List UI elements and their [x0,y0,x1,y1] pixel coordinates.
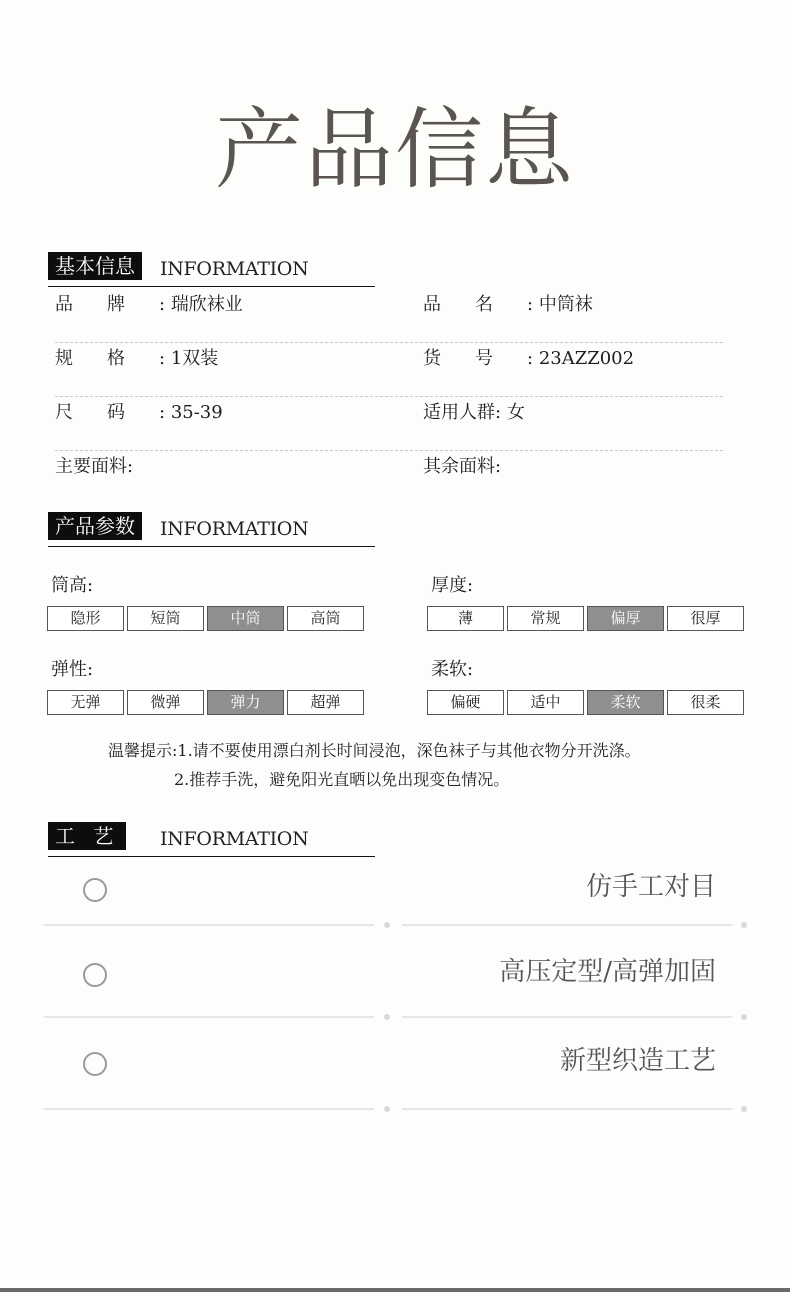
info-row-3: 尺码: 35-39 适用人群: 女 [55,396,723,451]
option-box: 高筒 [287,606,364,631]
product-name-value: 中筒袜 [538,294,593,315]
basic-info-en: INFORMATION [160,258,309,280]
option-box: 适中 [507,690,584,715]
info-row-2: 规格: 1双装 货号: 23AZZ002 [55,342,723,397]
divider [402,924,732,926]
params-tag: 产品参数 [48,512,142,540]
target-group-value: 女 [506,402,525,423]
dot-icon [741,1106,747,1112]
param-label-softness: 柔软: [431,659,474,680]
option-box: 弹力 [207,690,284,715]
dot-icon [384,922,390,928]
info-row-4: 主要面料: 其余面料: [55,450,723,504]
target-group-label: 适用人群 [423,402,495,423]
circle-icon [83,878,107,902]
param-options-elasticity [47,690,364,715]
option-box: 很柔 [667,690,744,715]
dot-icon [384,1106,390,1112]
care-tip-line1: 温馨提示:1.请不要使用漂白剂长时间浸泡，深色袜子与其他衣物分开洗涤。 [108,741,641,760]
params-header [48,510,375,547]
divider [44,1016,374,1018]
spec-value: 1双装 [170,348,219,369]
option-box: 很厚 [667,606,744,631]
craft-tag: 工 艺 [48,822,126,850]
craft-en: INFORMATION [160,828,309,850]
craft-header [48,820,375,857]
craft-text: 仿手工对目 [585,872,716,902]
item-no-value: 23AZZ002 [538,348,635,369]
param-options-thickness [427,606,744,631]
option-box: 薄 [427,606,504,631]
param-label-height: 筒高: [51,575,94,596]
param-options-softness [427,690,744,715]
option-box: 偏厚 [587,606,664,631]
craft-item [44,1046,750,1144]
product-name-label: 品名 [423,294,527,315]
option-box: 无弹 [47,690,124,715]
circle-icon [83,1052,107,1076]
bottom-bar [0,1288,790,1292]
brand-label: 品牌 [55,294,159,315]
option-box: 柔软 [587,690,664,715]
option-box: 超弹 [287,690,364,715]
param-label-elasticity: 弹性: [51,659,94,680]
size-label: 尺码 [55,402,159,423]
item-no-label: 货号 [423,348,527,369]
craft-text: 新型织造工艺 [559,1046,716,1076]
divider [402,1016,732,1018]
param-label-thickness: 厚度: [431,575,474,596]
basic-info-header [48,250,375,287]
circle-icon [83,963,107,987]
divider [402,1108,732,1110]
option-box: 隐形 [47,606,124,631]
main-fabric-label: 主要面料 [55,456,127,477]
option-box: 微弹 [127,690,204,715]
spec-label: 规格 [55,348,159,369]
param-options-height [47,606,364,631]
basic-info-tag: 基本信息 [48,252,142,280]
other-fabric-label: 其余面料 [423,456,495,477]
brand-value: 瑞欣袜业 [170,294,243,315]
option-box: 短筒 [127,606,204,631]
dot-icon [741,922,747,928]
option-box: 中筒 [207,606,284,631]
care-tip-line2: 2.推荐手洗，避免阳光直晒以免出现变色情况。 [174,770,510,789]
params-en: INFORMATION [160,518,309,540]
divider [44,1108,374,1110]
dot-icon [384,1014,390,1020]
divider [44,924,374,926]
option-box: 偏硬 [427,690,504,715]
craft-text: 高压定型/高弹加固 [499,957,716,987]
dot-icon [741,1014,747,1020]
option-box: 常规 [507,606,584,631]
size-value: 35-39 [170,402,223,423]
info-row-1: 品牌: 瑞欣袜业 品名: 中筒袜 [55,288,723,343]
page-title: 产品信息 [214,98,575,201]
